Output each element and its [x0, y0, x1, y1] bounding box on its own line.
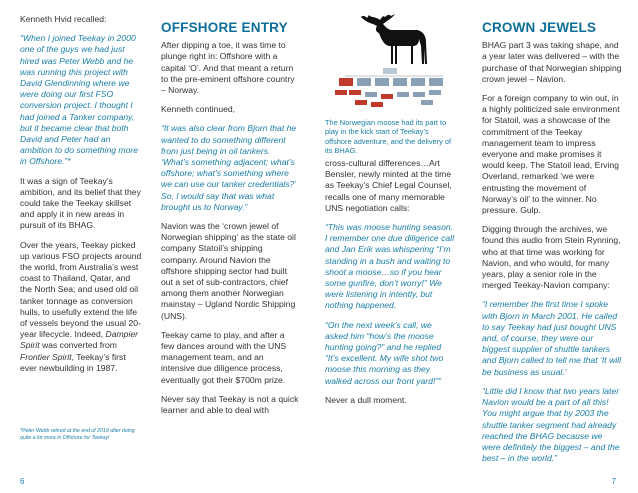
body-paragraph: Kenneth continued,: [161, 104, 236, 115]
text-span: , Teekay’s first ever newbuilding in 1987.: [20, 351, 126, 373]
ship-name: Frontier Spirit: [20, 351, 72, 362]
body-paragraph: BHAG part 3 was taking shape, and a year later was delivered – with the purchase of that Norwegian shipping crown jewel – Navion.: [482, 40, 622, 84]
pull-quote: “Little did I know that two years later Navion would be a part of all this! You might argue that by 2003 the shuttle tanker segment had already reached the BHAG because we were definitely the biggest – and the best – in the world.”: [482, 385, 620, 464]
text-span: was converted from: [39, 340, 117, 351]
left-column-2: [161, 22, 299, 424]
pull-quote: “I remember the first time I spoke with Bjorn in March 2001. He called to say Teekay had just bought UNS and, of course, they were our biggest supplier of shuttle tankers and Bjorn called to tell me that ‘It will be business as usual.’: [482, 299, 621, 377]
right-column-2: [482, 22, 622, 472]
footnote: *Peter Webb retired at the end of 2019 after doing quite a lot more in Offshore for Teekay!: [20, 428, 135, 441]
figure-caption: The Norwegian moose had its part to play in the kick start of Teekay’s offshore adventure, and the delivery of its BHAG.: [325, 118, 451, 156]
body-paragraph: Teekay came to play, and after a few dances around with the UNS management team, and an intensive due diligence process, eventually got their $700m prize.: [161, 329, 287, 385]
pull-quote: “On the next week’s call, we asked him “how’s the moose hunting going?” and he replied “It’s excellent. My wife shot two moose this morning as they walked across our front yard!””: [325, 319, 444, 386]
left-column-1: [20, 14, 142, 382]
pull-quote: “This was moose hunting season. I remember one due diligence call and Jan Erik was whispering “I’m standing in a bush and waiting to shoot a moose…so if you hear some gunfire, don’t worry!” We were listening in intently, but nothing happened.: [325, 222, 454, 311]
body-paragraph: After dipping a toe, it was time to plunge right in: Offshore with a capital ‘O’. And that meant a return to the pre-eminent offshore country – Norway.: [161, 40, 295, 96]
body-paragraph: cross-cultural differences…Art Bensler, newly minted at the time as Teekay’s Chief Legal Counsel, recalls one of many memorable UNS negotiation calls:: [325, 158, 452, 213]
body-paragraph: For a foreign company to win out, in a highly politicized sale environment for Statoil, was a showcase of the commitment of the Teekay management team to impress everyone and make promises it would keep. The Statoil lead, Erving Overland, remarked ‘we were entrusting the movement of Norway’s oil’ to the winner. No pressure. Gulp.: [482, 93, 620, 216]
right-column-1: [325, 158, 457, 414]
moose-figure: [325, 12, 457, 112]
page-number-left: 6: [20, 477, 25, 486]
body-paragraph: Navion was the ‘crown jewel of Norwegian shipping’ as the state oil company Statoil’s shipping company. Around Navion the offshore shipping sector had built out a set of sub-contractors, chief among them another Norwegian mainstay – Ugland Nordic Shipping (UNS).: [161, 221, 296, 321]
ship-name: Dampier Spirit: [20, 329, 138, 351]
pull-quote: “It was also clear from Bjorn that he wanted to do something different from just being in oil tankers. ‘What’s something adjacent; what’s offshore; what’s something where we can use our tanker credentials?’ So, I would say that was what brought us to Norway.”: [161, 123, 297, 212]
body-paragraph: Digging through the archives, we found this audio from Stein Rynning, who at that time was working for Navion, and who would, for many years, play a senior role in the merged Teekay-Navion company:: [482, 224, 621, 291]
body-paragraph: [20, 240, 142, 374]
section-heading: OFFSHORE ENTRY: [161, 20, 288, 35]
text-span: Over the years, Teekay picked up various FSO projects around the world, from Australia’s west coast to Thailand, Qatar, and the North Sea; and used old oil tanker tonnage as conversion hulls, to usefully extend the life of vessels beyond the usual 20-year lifecycle. Indeed,: [20, 239, 142, 340]
body-paragraph: Never say that Teekay is not a quick learner and able to deal with: [161, 393, 299, 416]
page-number-right: 7: [611, 477, 616, 486]
pull-quote: “When I joined Teekay in 2000 one of the guys we had just hired was Peter Webb and he was running this project with David Glendinning where we were doing our first FSO conversion project. I thought I had joined a Tanker company, but it became clear that both David and Peter had an ambition to do something more in Offshore.”*: [20, 33, 138, 167]
moose-org-chart-image: [325, 12, 457, 112]
section-heading: CROWN JEWELS: [482, 20, 597, 35]
intro-line: Kenneth Hvid recalled:: [20, 14, 107, 24]
org-chart-boxes: [335, 68, 443, 107]
body-paragraph: Never a dull moment.: [325, 394, 407, 405]
moose-icon: [361, 14, 427, 64]
body-paragraph: It was a sign of Teekay’s ambition, and its belief that they could take the Teekay skillset and apply it in new areas in pursuit of its BHAG.: [20, 175, 141, 231]
